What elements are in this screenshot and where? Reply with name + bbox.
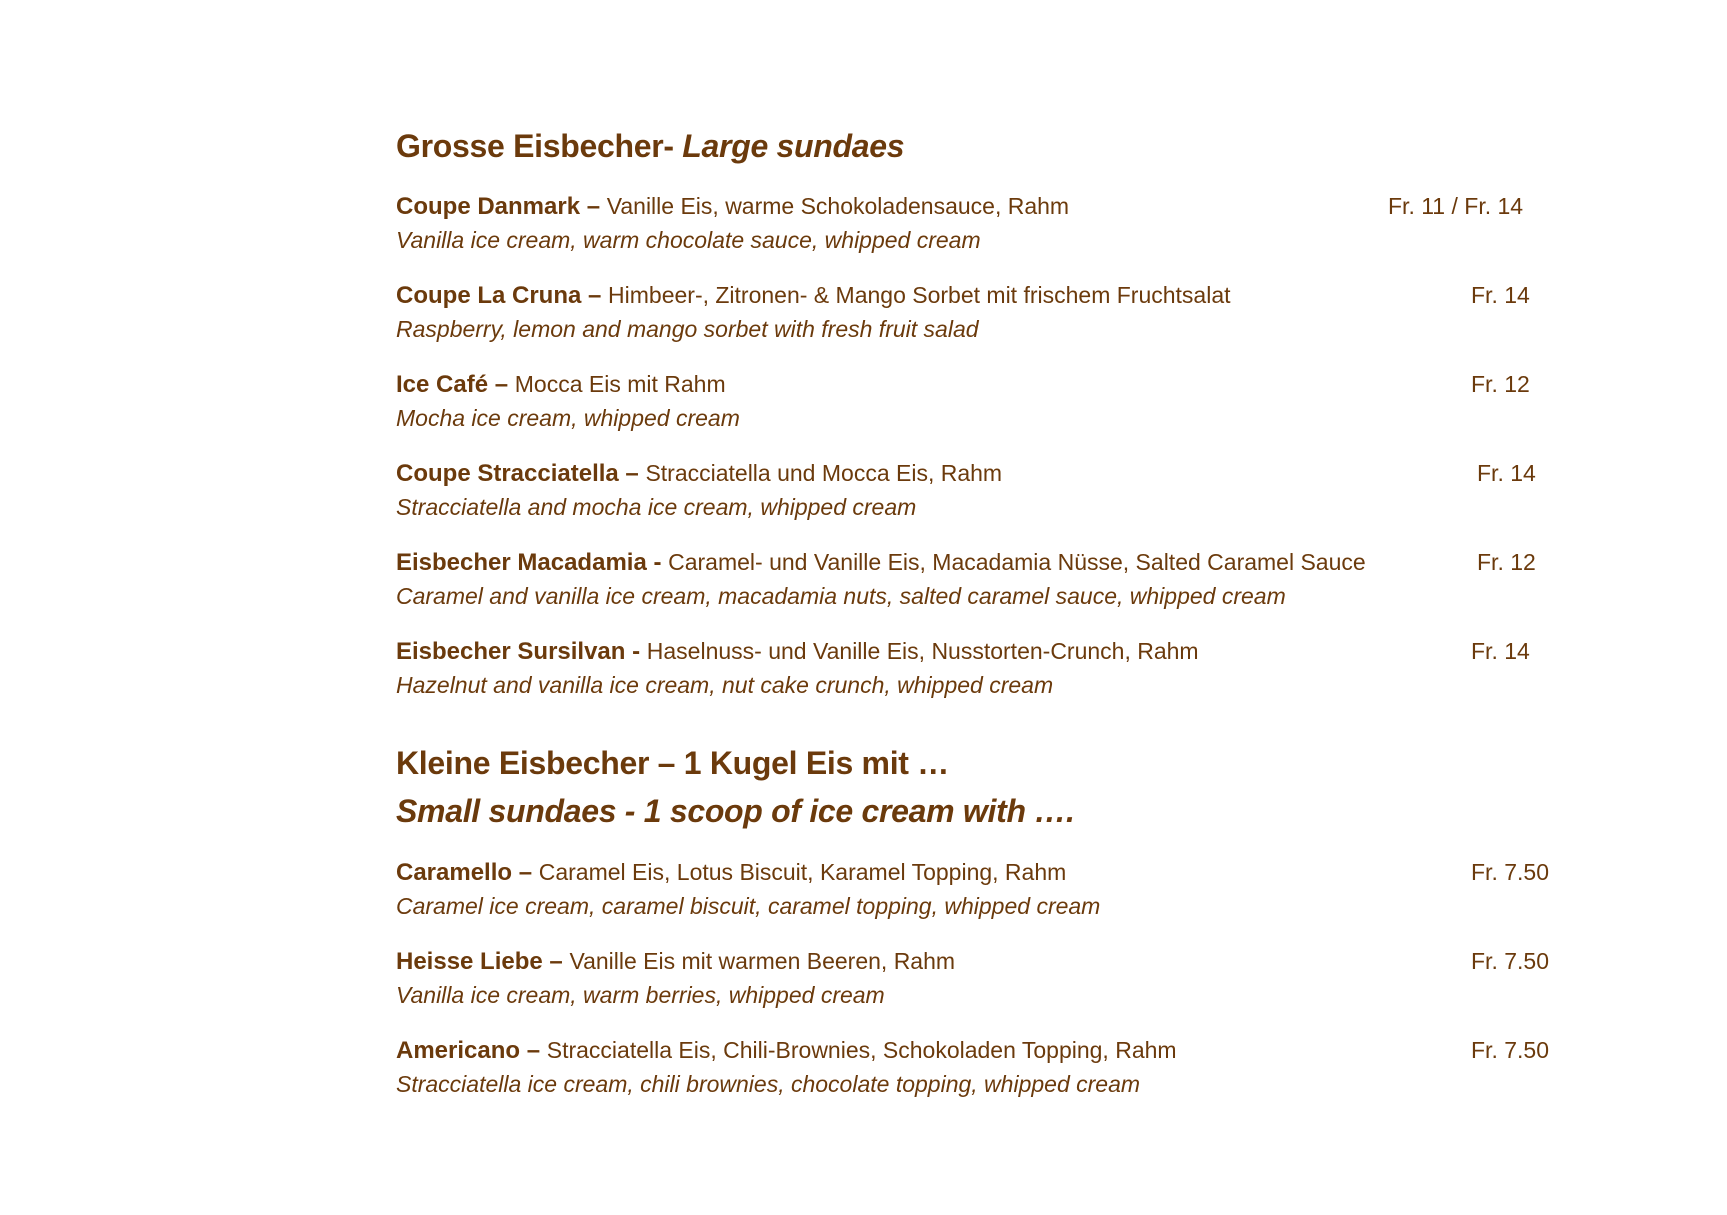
item-separator: – xyxy=(581,282,609,309)
item-description-de: Stracciatella und Mocca Eis, Rahm xyxy=(645,460,1003,486)
menu-item xyxy=(396,193,1576,259)
item-separator: - xyxy=(646,549,669,576)
section-title-en: Small sundaes - 1 scoop of ice cream with …. xyxy=(396,793,1075,829)
item-name: Coupe Danmark xyxy=(396,193,581,220)
menu-item xyxy=(396,1037,1576,1103)
item-description-en: Raspberry, lemon and mango sorbet with fresh fruit salad xyxy=(396,316,979,342)
item-description-de: Vanille Eis mit warmen Beeren, Rahm xyxy=(569,948,956,974)
menu-item xyxy=(396,282,1576,348)
item-separator: – xyxy=(520,1037,547,1064)
item-price: Fr. 14 xyxy=(1471,282,1530,308)
item-name: Eisbecher Sursilvan xyxy=(396,638,626,665)
item-description-de: Caramel- und Vanille Eis, Macadamia Nüsse, Salted Caramel Sauce xyxy=(668,549,1366,575)
item-separator: – xyxy=(580,193,607,220)
menu-item xyxy=(396,638,1576,704)
item-description-en: Caramel and vanilla ice cream, macadamia nuts, salted caramel sauce, whipped cream xyxy=(396,583,1286,609)
section-heading-small-de: Kleine Eisbecher – 1 Kugel Eis mit … xyxy=(396,745,949,781)
item-name: Heisse Liebe xyxy=(396,948,543,975)
item-description-de: Haselnuss- und Vanille Eis, Nusstorten-Crunch, Rahm xyxy=(646,638,1199,664)
item-description-en: Stracciatella and mocha ice cream, whipped cream xyxy=(396,494,917,520)
item-separator: – xyxy=(488,371,515,398)
item-price: Fr. 12 xyxy=(1477,549,1536,575)
section-heading-small-en xyxy=(396,793,1075,830)
item-name: Eisbecher Macadamia xyxy=(396,549,647,576)
item-description-en: Mocha ice cream, whipped cream xyxy=(396,405,740,431)
item-price: Fr. 14 xyxy=(1471,638,1530,664)
item-name: Americano xyxy=(396,1037,521,1064)
item-separator: - xyxy=(625,638,647,665)
item-description-en: Caramel ice cream, caramel biscuit, caramel topping, whipped cream xyxy=(396,893,1101,919)
item-description-de: Himbeer-, Zitronen- & Mango Sorbet mit frischem Fruchtsalat xyxy=(608,282,1231,308)
item-price: Fr. 12 xyxy=(1471,371,1530,397)
menu-item xyxy=(396,371,1576,437)
section-title-de: Grosse Eisbecher- xyxy=(396,128,683,164)
item-description-en: Vanilla ice cream, warm berries, whipped cream xyxy=(396,982,885,1008)
item-description-de: Stracciatella Eis, Chili-Brownies, Schokoladen Topping, Rahm xyxy=(546,1037,1177,1063)
item-description-de: Vanille Eis, warme Schokoladensauce, Rahm xyxy=(606,193,1070,219)
item-name: Coupe La Cruna xyxy=(396,282,582,309)
menu-item xyxy=(396,859,1576,925)
item-description-en: Hazelnut and vanilla ice cream, nut cake crunch, whipped cream xyxy=(396,672,1054,698)
menu-item xyxy=(396,549,1576,615)
item-description-de: Mocca Eis mit Rahm xyxy=(514,371,726,397)
item-price: Fr. 11 / Fr. 14 xyxy=(1388,193,1524,219)
item-name: Ice Café xyxy=(396,371,489,398)
section-heading-large xyxy=(396,128,904,165)
item-price: Fr. 14 xyxy=(1477,460,1536,486)
item-price: Fr. 7.50 xyxy=(1471,948,1549,974)
item-description-de: Caramel Eis, Lotus Biscuit, Karamel Topping, Rahm xyxy=(538,859,1067,885)
item-description-en: Vanilla ice cream, warm chocolate sauce, whipped cream xyxy=(396,227,981,253)
item-name: Caramello xyxy=(396,859,513,886)
item-price: Fr. 7.50 xyxy=(1471,1037,1549,1063)
item-name: Coupe Stracciatella xyxy=(396,460,619,487)
item-separator: – xyxy=(618,460,646,487)
item-price: Fr. 7.50 xyxy=(1471,859,1549,885)
item-description-en: Stracciatella ice cream, chili brownies, chocolate topping, whipped cream xyxy=(396,1071,1141,1097)
menu-item xyxy=(396,948,1576,1014)
item-separator: – xyxy=(512,859,539,886)
item-separator: – xyxy=(542,948,570,975)
section-title-en: Large sundaes xyxy=(682,128,905,164)
menu-item xyxy=(396,460,1576,526)
